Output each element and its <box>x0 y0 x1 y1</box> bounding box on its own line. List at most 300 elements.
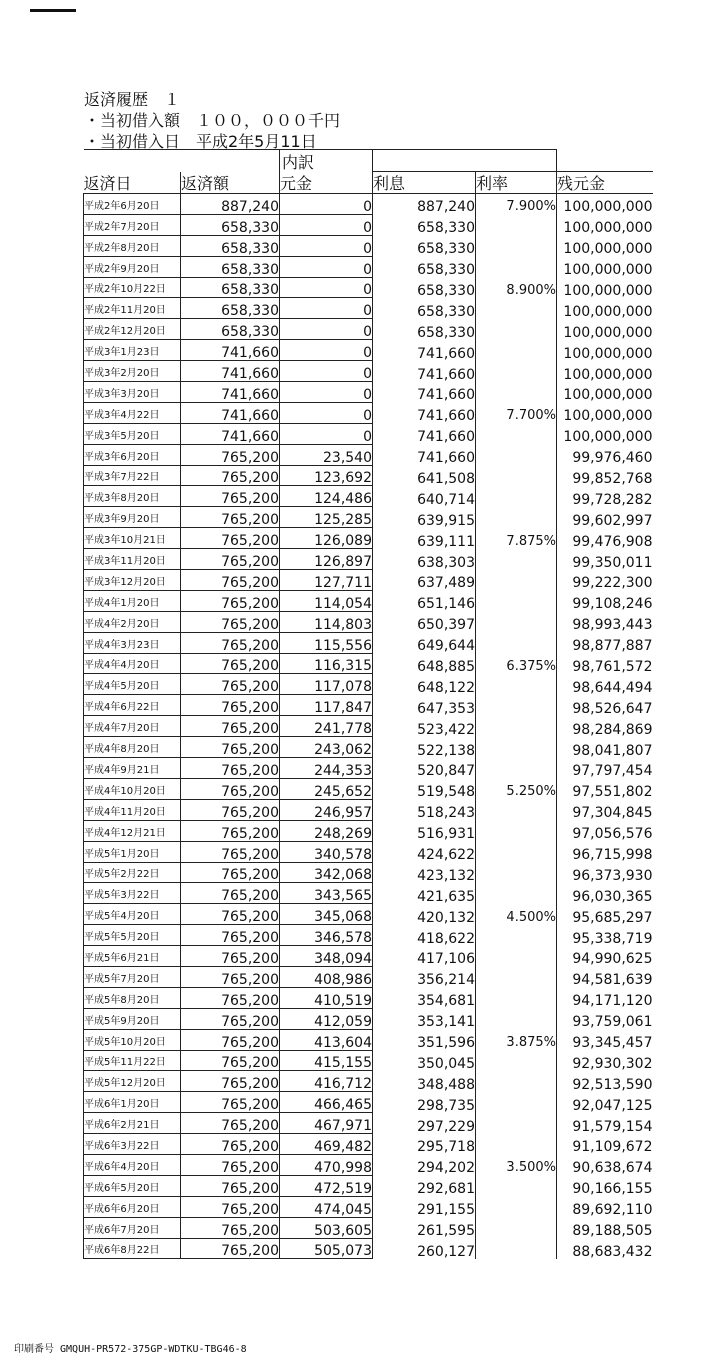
table-row <box>84 465 653 486</box>
cell-interest: 637,489 <box>373 570 476 591</box>
cell-payment: 765,200 <box>181 611 280 632</box>
cell-principal: 114,054 <box>280 590 373 611</box>
cell-interest: 297,229 <box>373 1113 476 1134</box>
cell-payment: 765,200 <box>181 737 280 758</box>
cell-principal: 472,519 <box>280 1175 373 1196</box>
table-row <box>84 1238 653 1259</box>
cell-rate <box>476 214 557 235</box>
table-row <box>84 256 653 277</box>
cell-principal: 244,353 <box>280 758 373 779</box>
cell-balance: 100,000,000 <box>563 429 653 445</box>
cell-payment: 765,200 <box>181 1113 280 1134</box>
cell-principal: 0 <box>280 256 373 277</box>
cell-interest: 651,146 <box>373 590 476 611</box>
cell-balance: 98,761,572 <box>572 658 653 674</box>
cell-principal: 415,155 <box>280 1050 373 1071</box>
cell-payment: 765,200 <box>181 674 280 695</box>
cell-balance: 98,526,647 <box>572 700 653 716</box>
cell-payment: 765,200 <box>181 465 280 486</box>
cell-date: 平成2年12月20日 <box>84 319 181 340</box>
cell-balance: 100,000,000 <box>563 345 653 361</box>
table-row <box>84 987 653 1008</box>
cell-balance: 99,350,011 <box>572 554 653 570</box>
cell-balance: 100,000,000 <box>563 387 653 403</box>
cell-rate: 8.900% <box>476 277 557 298</box>
cell-interest: 417,106 <box>373 946 476 967</box>
cell-interest: 640,714 <box>373 486 476 507</box>
cell-principal: 470,998 <box>280 1154 373 1175</box>
cell-balance: 95,338,719 <box>572 930 653 946</box>
column-header-payment: 返済額 <box>181 172 280 194</box>
cell-date: 平成3年2月20日 <box>84 361 181 382</box>
cell-payment: 741,660 <box>181 423 280 444</box>
cell-date: 平成5年2月22日 <box>84 862 181 883</box>
cell-rate <box>476 382 557 403</box>
cell-balance: 100,000,000 <box>563 324 653 340</box>
cell-interest: 741,660 <box>373 423 476 444</box>
table-row <box>84 1050 653 1071</box>
document-header <box>84 89 340 152</box>
cell-date: 平成5年12月20日 <box>84 1071 181 1092</box>
cell-principal: 115,556 <box>280 632 373 653</box>
cell-payment: 765,200 <box>181 946 280 967</box>
cell-payment: 741,660 <box>181 361 280 382</box>
cell-principal: 117,078 <box>280 674 373 695</box>
cell-balance: 99,476,908 <box>572 533 653 549</box>
table-row <box>84 695 653 716</box>
cell-rate <box>476 862 557 883</box>
cell-principal: 408,986 <box>280 966 373 987</box>
cell-interest: 658,330 <box>373 319 476 340</box>
cell-balance: 97,304,845 <box>572 805 653 821</box>
cell-balance: 100,000,000 <box>563 408 653 424</box>
cell-date: 平成3年4月22日 <box>84 402 181 423</box>
cell-interest: 423,132 <box>373 862 476 883</box>
header-spacer <box>181 150 280 172</box>
cell-interest: 418,622 <box>373 925 476 946</box>
header-spacer <box>476 150 557 172</box>
cell-rate <box>476 465 557 486</box>
table-row <box>84 1071 653 1092</box>
cell-balance: 94,171,120 <box>572 993 653 1009</box>
cell-interest: 520,847 <box>373 758 476 779</box>
breakdown-group-label: 内訳 <box>280 150 373 172</box>
cell-rate <box>476 1113 557 1134</box>
cell-rate <box>476 1134 557 1155</box>
cell-date: 平成4年7月20日 <box>84 716 181 737</box>
cell-balance: 94,581,639 <box>572 972 653 988</box>
table-row <box>84 1029 653 1050</box>
cell-date: 平成2年6月20日 <box>84 194 181 215</box>
print-number: 印刷番号 GMQUH-PR572-375GP-WDTKU-TBG46-8 <box>14 1344 247 1355</box>
cell-date: 平成4年8月20日 <box>84 737 181 758</box>
initial-loan-amount: ・当初借入額 １００，０００千円 <box>84 111 341 130</box>
table-row <box>84 549 653 570</box>
cell-interest: 658,330 <box>373 214 476 235</box>
cell-principal: 0 <box>280 423 373 444</box>
cell-principal: 348,094 <box>280 946 373 967</box>
cell-date: 平成3年10月21日 <box>84 528 181 549</box>
cell-date: 平成6年1月20日 <box>84 1092 181 1113</box>
cell-principal: 474,045 <box>280 1196 373 1217</box>
cell-payment: 765,200 <box>181 1071 280 1092</box>
cell-payment: 741,660 <box>181 340 280 361</box>
cell-rate <box>476 820 557 841</box>
cell-balance: 90,166,155 <box>572 1181 653 1197</box>
cell-rate <box>476 570 557 591</box>
table-row <box>84 653 653 674</box>
cell-principal: 416,712 <box>280 1071 373 1092</box>
cell-balance: 91,109,672 <box>572 1139 653 1155</box>
cell-payment: 765,200 <box>181 507 280 528</box>
cell-balance: 97,551,802 <box>572 784 653 800</box>
cell-interest: 647,353 <box>373 695 476 716</box>
cell-rate <box>476 486 557 507</box>
cell-payment: 765,200 <box>181 632 280 653</box>
cell-payment: 765,200 <box>181 862 280 883</box>
table-row <box>84 799 653 820</box>
cell-principal: 125,285 <box>280 507 373 528</box>
cell-principal: 503,605 <box>280 1217 373 1238</box>
cell-rate <box>476 361 557 382</box>
cell-balance: 98,644,494 <box>572 679 653 695</box>
table-row <box>84 611 653 632</box>
cell-payment: 765,200 <box>181 590 280 611</box>
cell-date: 平成4年6月22日 <box>84 695 181 716</box>
cell-payment: 765,200 <box>181 1238 280 1259</box>
cell-payment: 765,200 <box>181 1134 280 1155</box>
table-row <box>84 590 653 611</box>
cell-rate: 7.700% <box>476 402 557 423</box>
table-row <box>84 319 653 340</box>
cell-principal: 412,059 <box>280 1008 373 1029</box>
cell-date: 平成2年9月20日 <box>84 256 181 277</box>
cell-balance: 100,000,000 <box>563 241 653 257</box>
top-corner-mark <box>30 9 76 12</box>
cell-payment: 765,200 <box>181 1196 280 1217</box>
cell-date: 平成4年2月20日 <box>84 611 181 632</box>
cell-date: 平成4年3月23日 <box>84 632 181 653</box>
cell-rate <box>476 444 557 465</box>
cell-interest: 639,915 <box>373 507 476 528</box>
table-row <box>84 841 653 862</box>
cell-rate <box>476 1217 557 1238</box>
table-row <box>84 340 653 361</box>
cell-interest: 298,735 <box>373 1092 476 1113</box>
cell-rate: 3.875% <box>476 1029 557 1050</box>
cell-balance: 99,976,460 <box>572 450 653 466</box>
cell-principal: 413,604 <box>280 1029 373 1050</box>
cell-rate <box>476 590 557 611</box>
cell-balance: 97,056,576 <box>572 826 653 842</box>
cell-payment: 765,200 <box>181 778 280 799</box>
cell-payment: 765,200 <box>181 1029 280 1050</box>
cell-payment: 765,200 <box>181 1217 280 1238</box>
table-row <box>84 632 653 653</box>
cell-interest: 658,330 <box>373 298 476 319</box>
cell-principal: 346,578 <box>280 925 373 946</box>
table-row <box>84 883 653 904</box>
cell-interest: 648,122 <box>373 674 476 695</box>
cell-balance: 93,759,061 <box>572 1014 653 1030</box>
cell-principal: 469,482 <box>280 1134 373 1155</box>
cell-rate <box>476 507 557 528</box>
cell-interest: 356,214 <box>373 966 476 987</box>
cell-interest: 348,488 <box>373 1071 476 1092</box>
cell-payment: 658,330 <box>181 277 280 298</box>
cell-date: 平成5年9月20日 <box>84 1008 181 1029</box>
table-row <box>84 1092 653 1113</box>
cell-balance: 89,188,505 <box>572 1223 653 1239</box>
cell-date: 平成5年4月20日 <box>84 904 181 925</box>
cell-interest: 741,660 <box>373 402 476 423</box>
cell-balance: 100,000,000 <box>563 303 653 319</box>
cell-date: 平成5年1月20日 <box>84 841 181 862</box>
cell-date: 平成6年5月20日 <box>84 1175 181 1196</box>
cell-balance: 93,345,457 <box>572 1035 653 1051</box>
cell-principal: 0 <box>280 194 373 215</box>
cell-payment: 765,200 <box>181 987 280 1008</box>
cell-rate <box>476 987 557 1008</box>
cell-balance: 99,222,300 <box>572 575 653 591</box>
cell-principal: 0 <box>280 235 373 256</box>
cell-payment: 765,200 <box>181 1092 280 1113</box>
cell-date: 平成3年1月23日 <box>84 340 181 361</box>
cell-interest: 641,508 <box>373 465 476 486</box>
cell-principal: 0 <box>280 402 373 423</box>
cell-balance: 100,000,000 <box>563 220 653 236</box>
table-row <box>84 1008 653 1029</box>
cell-interest: 260,127 <box>373 1238 476 1259</box>
cell-date: 平成4年9月21日 <box>84 758 181 779</box>
cell-principal: 246,957 <box>280 799 373 820</box>
cell-payment: 765,200 <box>181 653 280 674</box>
table-row <box>84 1154 653 1175</box>
cell-principal: 466,465 <box>280 1092 373 1113</box>
cell-balance: 100,000,000 <box>563 262 653 278</box>
cell-rate <box>476 758 557 779</box>
cell-balance: 97,797,454 <box>572 763 653 779</box>
table-row <box>84 716 653 737</box>
cell-date: 平成4年12月21日 <box>84 820 181 841</box>
cell-rate <box>476 799 557 820</box>
cell-balance: 99,108,246 <box>572 596 653 612</box>
cell-principal: 0 <box>280 298 373 319</box>
cell-principal: 345,068 <box>280 904 373 925</box>
cell-payment: 765,200 <box>181 549 280 570</box>
cell-payment: 741,660 <box>181 402 280 423</box>
cell-date: 平成4年1月20日 <box>84 590 181 611</box>
column-header-date: 返済日 <box>84 172 181 194</box>
repayment-history-table <box>83 149 653 1259</box>
cell-interest: 741,660 <box>373 444 476 465</box>
cell-payment: 765,200 <box>181 758 280 779</box>
cell-balance: 91,579,154 <box>572 1118 653 1134</box>
cell-payment: 658,330 <box>181 256 280 277</box>
table-row <box>84 444 653 465</box>
cell-payment: 658,330 <box>181 214 280 235</box>
column-header-principal: 元金 <box>280 172 373 194</box>
cell-principal: 243,062 <box>280 737 373 758</box>
cell-principal: 0 <box>280 382 373 403</box>
cell-principal: 0 <box>280 340 373 361</box>
cell-principal: 0 <box>280 319 373 340</box>
cell-payment: 765,200 <box>181 1154 280 1175</box>
cell-payment: 765,200 <box>181 444 280 465</box>
cell-payment: 741,660 <box>181 382 280 403</box>
cell-balance: 98,041,807 <box>572 742 653 758</box>
table-row <box>84 402 653 423</box>
cell-balance: 99,728,282 <box>572 491 653 507</box>
cell-interest: 648,885 <box>373 653 476 674</box>
column-header-rate: 利率 <box>476 172 557 194</box>
cell-balance: 98,877,887 <box>572 638 653 654</box>
table-row <box>84 361 653 382</box>
table-row <box>84 194 653 215</box>
cell-principal: 0 <box>280 361 373 382</box>
cell-rate <box>476 1050 557 1071</box>
cell-rate <box>476 1238 557 1259</box>
cell-payment: 765,200 <box>181 904 280 925</box>
cell-rate: 6.375% <box>476 653 557 674</box>
cell-principal: 126,089 <box>280 528 373 549</box>
cell-balance: 89,692,110 <box>572 1202 653 1218</box>
cell-rate <box>476 256 557 277</box>
cell-principal: 0 <box>280 214 373 235</box>
table-row <box>84 214 653 235</box>
cell-interest: 658,330 <box>373 235 476 256</box>
cell-date: 平成3年11月20日 <box>84 549 181 570</box>
cell-rate <box>476 298 557 319</box>
cell-payment: 887,240 <box>181 194 280 215</box>
table-row <box>84 862 653 883</box>
table-row <box>84 235 653 256</box>
cell-principal: 340,578 <box>280 841 373 862</box>
table-row <box>84 737 653 758</box>
cell-principal: 117,847 <box>280 695 373 716</box>
cell-interest: 650,397 <box>373 611 476 632</box>
cell-rate <box>476 1008 557 1029</box>
cell-interest: 741,660 <box>373 382 476 403</box>
table-row <box>84 486 653 507</box>
cell-principal: 23,540 <box>280 444 373 465</box>
cell-balance: 98,993,443 <box>572 617 653 633</box>
table-row <box>84 1113 653 1134</box>
cell-payment: 765,200 <box>181 486 280 507</box>
cell-date: 平成5年10月20日 <box>84 1029 181 1050</box>
cell-interest: 887,240 <box>373 194 476 215</box>
table-row <box>84 1134 653 1155</box>
cell-balance: 94,990,625 <box>572 951 653 967</box>
header-spacer <box>557 150 653 172</box>
cell-rate: 5.250% <box>476 778 557 799</box>
cell-balance: 100,000,000 <box>563 199 653 215</box>
cell-date: 平成4年4月20日 <box>84 653 181 674</box>
cell-balance: 99,852,768 <box>572 470 653 486</box>
table-row <box>84 423 653 444</box>
cell-principal: 467,971 <box>280 1113 373 1134</box>
cell-principal: 124,486 <box>280 486 373 507</box>
cell-principal: 343,565 <box>280 883 373 904</box>
cell-interest: 658,330 <box>373 277 476 298</box>
cell-balance: 98,284,869 <box>572 721 653 737</box>
table-row <box>84 298 653 319</box>
cell-rate <box>476 1175 557 1196</box>
cell-rate <box>476 423 557 444</box>
cell-rate <box>476 1092 557 1113</box>
cell-date: 平成4年5月20日 <box>84 674 181 695</box>
cell-date: 平成5年7月20日 <box>84 966 181 987</box>
cell-rate <box>476 235 557 256</box>
cell-balance: 96,373,930 <box>572 867 653 883</box>
cell-rate <box>476 611 557 632</box>
table-row <box>84 382 653 403</box>
cell-payment: 765,200 <box>181 528 280 549</box>
cell-rate <box>476 841 557 862</box>
header-spacer <box>373 150 476 172</box>
cell-interest: 741,660 <box>373 340 476 361</box>
column-header-balance: 残元金 <box>557 172 653 194</box>
table-row <box>84 1175 653 1196</box>
cell-interest: 421,635 <box>373 883 476 904</box>
cell-interest: 354,681 <box>373 987 476 1008</box>
cell-payment: 765,200 <box>181 570 280 591</box>
cell-payment: 658,330 <box>181 235 280 256</box>
cell-rate <box>476 946 557 967</box>
cell-rate <box>476 549 557 570</box>
cell-balance: 88,683,432 <box>572 1243 653 1259</box>
cell-interest: 353,141 <box>373 1008 476 1029</box>
cell-date: 平成6年4月20日 <box>84 1154 181 1175</box>
cell-date: 平成5年3月22日 <box>84 883 181 904</box>
cell-rate <box>476 340 557 361</box>
table-row <box>84 925 653 946</box>
cell-rate: 7.875% <box>476 528 557 549</box>
cell-balance: 92,513,590 <box>572 1076 653 1092</box>
table-row <box>84 966 653 987</box>
cell-date: 平成6年8月22日 <box>84 1238 181 1259</box>
cell-balance: 90,638,674 <box>572 1160 653 1176</box>
cell-rate <box>476 716 557 737</box>
cell-rate: 7.900% <box>476 194 557 215</box>
cell-payment: 765,200 <box>181 1008 280 1029</box>
cell-principal: 114,803 <box>280 611 373 632</box>
cell-interest: 294,202 <box>373 1154 476 1175</box>
cell-payment: 765,200 <box>181 925 280 946</box>
cell-date: 平成6年6月20日 <box>84 1196 181 1217</box>
cell-rate <box>476 1071 557 1092</box>
cell-rate: 4.500% <box>476 904 557 925</box>
cell-interest: 295,718 <box>373 1134 476 1155</box>
cell-interest: 741,660 <box>373 361 476 382</box>
document-title: 返済履歴 １ <box>84 90 181 109</box>
column-header-interest: 利息 <box>373 172 476 194</box>
cell-rate <box>476 632 557 653</box>
cell-principal: 241,778 <box>280 716 373 737</box>
cell-payment: 765,200 <box>181 695 280 716</box>
cell-interest: 519,548 <box>373 778 476 799</box>
cell-interest: 291,155 <box>373 1196 476 1217</box>
cell-interest: 516,931 <box>373 820 476 841</box>
cell-rate <box>476 737 557 758</box>
table-row <box>84 1196 653 1217</box>
cell-date: 平成6年7月20日 <box>84 1217 181 1238</box>
cell-date: 平成3年3月20日 <box>84 382 181 403</box>
table-row <box>84 1217 653 1238</box>
cell-interest: 639,111 <box>373 528 476 549</box>
cell-date: 平成3年12月20日 <box>84 570 181 591</box>
cell-date: 平成4年10月20日 <box>84 778 181 799</box>
